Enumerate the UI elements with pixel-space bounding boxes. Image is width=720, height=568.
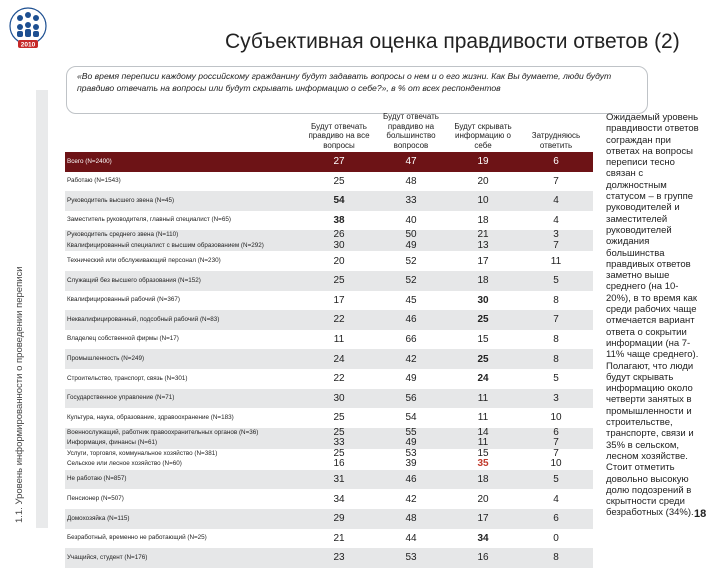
value-line: 50 — [405, 229, 417, 241]
value-cell: 22 — [303, 310, 375, 330]
value-cell: 11 — [447, 389, 519, 409]
value-line: 13 — [477, 239, 489, 251]
value-cell: 0 — [553, 532, 559, 544]
value-line: 30 — [333, 239, 345, 251]
value-cell — [375, 449, 447, 470]
table-row — [65, 211, 593, 231]
column-header: Будут отвечать правдиво на все вопросы — [308, 121, 370, 150]
value-cell: 17 — [333, 294, 345, 306]
value-cell — [375, 428, 447, 449]
results-table — [65, 108, 593, 568]
row-label: Безработный, временно не работающий (N=25) — [67, 534, 207, 542]
section-label: 1.1. Уровень информированности о проведении переписи — [14, 266, 25, 523]
value-cell: 4 — [519, 191, 593, 211]
value-cell: 48 — [375, 509, 447, 529]
row-label — [65, 449, 303, 470]
column-header: Будут скрывать информацию о себе — [454, 121, 512, 150]
row-label: Работаю (N=1543) — [67, 177, 121, 185]
table-row — [65, 509, 593, 529]
value-cell: 18 — [447, 470, 519, 490]
column-header: Будут отвечать правдиво на большинство вопросов — [383, 112, 439, 150]
value-line: 7 — [553, 437, 559, 449]
value-line: 49 — [405, 437, 417, 449]
row-label: Неквалифицированный, подсобный рабочий (N=83) — [65, 310, 303, 330]
row-label — [65, 428, 303, 449]
value-cell: 25 — [447, 310, 519, 330]
table-row — [65, 271, 593, 291]
value-cell — [519, 449, 593, 470]
column-header: Затрудняюсь ответить — [531, 131, 581, 150]
table-row — [65, 349, 593, 369]
value-cell: 4 — [553, 215, 559, 227]
value-cell: 8 — [553, 334, 559, 346]
row-label: Учащийся, студент (N=176) — [65, 548, 303, 568]
row-label: Строительство, транспорт, связь (N=301) — [67, 374, 188, 382]
value-cell — [447, 449, 519, 470]
value-cell: 29 — [303, 509, 375, 529]
row-label-header — [65, 108, 303, 152]
value-cell — [447, 428, 519, 449]
table-row — [65, 330, 593, 350]
value-cell: 38 — [333, 215, 345, 227]
value-cell: 46 — [375, 470, 447, 490]
value-cell — [303, 428, 375, 449]
row-label: Заместитель руководителя, главный специалист (N=65) — [67, 216, 231, 224]
value-cell: 54 — [303, 191, 375, 211]
table-row — [65, 470, 593, 490]
row-label-line: Сельское или лесное хозяйство (N=60) — [67, 460, 182, 468]
row-label-line: Руководитель среднего звена (N=110) — [67, 231, 179, 239]
value-cell: 17 — [447, 509, 519, 529]
row-label: Не работаю (N=857) — [65, 470, 303, 490]
table-row — [65, 191, 593, 211]
row-label: Служащий без высшего образования (N=152) — [65, 271, 303, 291]
value-cell: 49 — [405, 373, 417, 385]
table-row — [65, 172, 593, 192]
row-label: Промышленность (N=249) — [65, 349, 303, 369]
value-cell: 18 — [447, 271, 519, 291]
table-row — [65, 310, 593, 330]
value-cell: 52 — [405, 255, 417, 267]
value-cell: 54 — [405, 412, 417, 424]
value-cell: 40 — [405, 215, 417, 227]
value-cell: 30 — [303, 389, 375, 409]
value-cell: 7 — [553, 175, 559, 187]
row-label-line: Военнослужащий, работник правоохранительных органов (N=36) — [67, 428, 259, 436]
value-cell: 6 — [519, 152, 593, 172]
row-label: Владелец собственной фирмы (N=17) — [67, 335, 179, 343]
value-cell: 34 — [333, 493, 345, 505]
value-cell: 66 — [405, 334, 417, 346]
row-label: Технический или обслуживающий персонал (N=230) — [67, 257, 221, 265]
table-row — [65, 529, 593, 549]
value-cell: 11 — [550, 255, 562, 267]
value-cell — [375, 230, 447, 251]
value-cell: 56 — [375, 389, 447, 409]
value-cell: 30 — [477, 294, 489, 306]
value-cell: 7 — [519, 310, 593, 330]
table-header-row — [65, 108, 593, 152]
value-cell: 31 — [303, 470, 375, 490]
value-line: 53 — [405, 447, 417, 459]
value-cell: 5 — [553, 373, 559, 385]
value-cell: 6 — [519, 509, 593, 529]
row-label: Всего (N=2400) — [65, 152, 303, 172]
table-row-total — [65, 152, 593, 172]
table-body — [65, 152, 593, 568]
value-line: 26 — [333, 229, 345, 241]
value-line: 39 — [405, 458, 417, 470]
value-cell — [519, 230, 593, 251]
value-cell: 5 — [519, 470, 593, 490]
value-line: 7 — [553, 447, 559, 459]
value-cell — [303, 230, 375, 251]
value-cell — [519, 428, 593, 449]
table-row — [65, 389, 593, 409]
value-line: 21 — [477, 229, 489, 241]
value-cell: 11 — [477, 412, 489, 424]
table-row — [65, 369, 593, 389]
value-cell: 25 — [447, 349, 519, 369]
value-cell: 47 — [375, 152, 447, 172]
table-row — [65, 449, 593, 470]
table-row — [65, 291, 593, 311]
row-label: Пенсионер (N=507) — [67, 495, 124, 502]
page-title: Субъективная оценка правдивости ответов (2) — [225, 30, 680, 53]
question-text: «Во время переписи каждому российскому гражданину будут задавать вопросы о нем и о его жизни. Как Вы думаете, люди будут правдиво отвечать на вопросы или будут скрывать информацию о себе?», в % от всех респондентов — [66, 66, 648, 114]
row-label: Квалифицированный рабочий (N=367) — [67, 296, 180, 304]
value-line: 15 — [477, 447, 489, 459]
value-cell: 23 — [303, 548, 375, 568]
value-cell: 17 — [477, 255, 489, 267]
commentary-text: Ожидаемый уровень правдивости ответов сограждан при ответах на вопросы переписи тесно связан с должностным статусом – в группе руководителей и заместителей руководителей ожидания большинства правдивых ответов заметно выше среднего (на 10-20%), в то время как среди рабочих чаще отмечается вариант ответа о сокрытии информации (на 7-11% чаще среднего). Полагают, что люди будут скрывать информацию около четверти занятых в промышленности и строительстве, транспорте, связи и 35% в сельском, лесном хозяйстве. Стоит отметить довольно высокую долю подозрений в скрытности среди безработных (34%). — [606, 112, 699, 519]
value-cell: 34 — [477, 532, 489, 544]
table-row — [65, 230, 593, 251]
value-cell: 46 — [375, 310, 447, 330]
row-label: Культура, наука, образование, здравоохранение (N=183) — [67, 413, 234, 421]
value-cell: 16 — [447, 548, 519, 568]
value-cell: 21 — [333, 532, 345, 544]
value-line: 11 — [477, 437, 489, 449]
value-cell: 8 — [519, 349, 593, 369]
value-cell: 11 — [333, 334, 345, 346]
value-cell: 52 — [375, 271, 447, 291]
row-label: Домохозяйка (N=115) — [65, 509, 303, 529]
value-cell: 25 — [303, 271, 375, 291]
value-line: 25 — [333, 426, 345, 438]
value-line: 25 — [333, 447, 345, 459]
table-row — [65, 428, 593, 449]
value-line: 33 — [333, 437, 345, 449]
value-line: 35 — [477, 458, 489, 470]
value-cell: 20 — [333, 255, 345, 267]
table-row — [65, 408, 593, 428]
value-cell: 15 — [477, 334, 489, 346]
value-cell: 3 — [519, 389, 593, 409]
value-cell: 27 — [303, 152, 375, 172]
value-line: 3 — [553, 229, 559, 241]
census-logo-graphic — [8, 6, 48, 54]
value-cell: 10 — [550, 412, 562, 424]
value-cell: 25 — [333, 175, 345, 187]
value-cell: 25 — [333, 412, 345, 424]
row-label-line: Информация, финансы (N=61) — [67, 439, 158, 447]
svg-text:2010: 2010 — [20, 41, 36, 49]
value-line: 14 — [477, 426, 489, 438]
table-row — [65, 548, 593, 568]
row-label — [65, 230, 303, 251]
value-cell: 8 — [553, 294, 559, 306]
value-cell: 19 — [447, 152, 519, 172]
value-cell: 45 — [405, 294, 417, 306]
value-cell: 24 — [477, 373, 489, 385]
value-line: 16 — [333, 458, 345, 470]
value-cell: 20 — [477, 493, 489, 505]
value-line: 49 — [405, 239, 417, 251]
value-cell: 10 — [447, 191, 519, 211]
value-cell: 48 — [405, 175, 417, 187]
value-cell: 42 — [375, 349, 447, 369]
value-cell: 20 — [477, 175, 489, 187]
value-cell: 8 — [519, 548, 593, 568]
value-cell: 5 — [519, 271, 593, 291]
value-cell: 4 — [553, 493, 559, 505]
value-cell: 53 — [375, 548, 447, 568]
value-cell — [303, 449, 375, 470]
value-cell: 42 — [405, 493, 417, 505]
value-line: 7 — [553, 239, 559, 251]
value-cell: 22 — [333, 373, 345, 385]
row-label: Государственное управление (N=71) — [65, 389, 303, 409]
value-line: 6 — [553, 426, 559, 438]
census-logo — [8, 6, 48, 54]
row-label-line: Услуги, торговля, коммунальное хозяйство (N=381) — [67, 449, 218, 457]
value-cell: 24 — [303, 349, 375, 369]
value-cell: 33 — [375, 191, 447, 211]
side-bar-decoration — [36, 90, 48, 528]
value-line: 55 — [405, 426, 417, 438]
value-cell — [447, 230, 519, 251]
page-number: 18 — [694, 508, 707, 520]
table-row — [65, 489, 593, 509]
value-cell: 44 — [405, 532, 417, 544]
row-label-line: Квалифицированный специалист с высшим образованием (N=292) — [67, 241, 264, 249]
table-row — [65, 251, 593, 271]
row-label: Руководитель высшего звена (N=45) — [65, 191, 303, 211]
value-cell: 18 — [477, 215, 489, 227]
value-line: 10 — [550, 458, 562, 470]
